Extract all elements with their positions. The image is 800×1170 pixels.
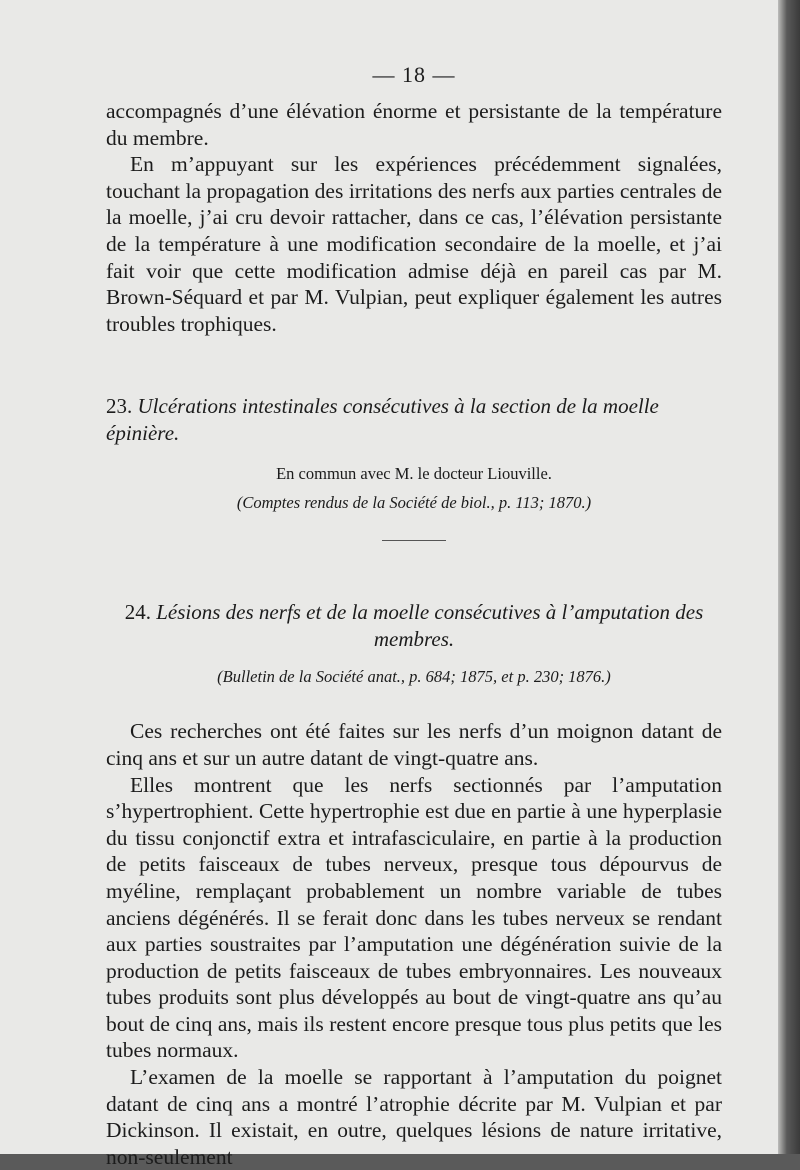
section-coauthor: En commun avec M. le docteur Liouville. [276, 464, 552, 484]
section-divider [382, 540, 446, 541]
page-number: — 18 — [372, 62, 456, 87]
section-23-heading [106, 393, 722, 447]
section-title: Lésions des nerfs et de la moelle consécutives à l’amputation des membres. [156, 600, 704, 652]
section-reference: (Comptes rendus de la Société de biol., p. 113; 1870.) [236, 493, 592, 513]
paragraph: L’examen de la moelle se rapportant à l’amputation du poignet datant de cinq ans a montré l’atrophie décrite par M. Vulpian et par Dickinson. Il existait, en outre, quelques lésions de nature irritative, non-seulement [106, 1065, 722, 1169]
section-reference: (Bulletin de la Société anat., p. 684; 1875, et p. 230; 1876.) [217, 667, 611, 687]
section-24-heading [106, 599, 722, 653]
paragraph: En m’appuyant sur les expériences précédemment signalées, touchant la propagation des irritations des nerfs aux parties centrales de la moelle, j’ai cru devoir rattacher, dans ce cas, l’élévation persistante de la température à une modification secondaire de la moelle, et j’ai fait voir que cette modification admise déjà en pareil cas par M. Brown-Séquard et par M. Vulpian, peut expliquer également les autres troubles trophiques. [106, 152, 722, 336]
page-text [106, 62, 722, 1170]
section-number: 23. [106, 394, 133, 419]
paragraph: Elles montrent que les nerfs sectionnés par l’amputation s’hypertrophient. Cette hypertrophie est due en partie à une hyperplasie du tissu conjonctif extra et intrafasciculaire, en partie à la production de petits faisceaux de tubes nerveux, presque tous dépourvus de myéline, remplaçant probablement un nombre variable de tubes anciens dégénérés. Il se ferait donc dans les tubes nerveux se rendant aux parties soustraites par l’amputation une dégénération suivie de la production de petits faisceaux de tubes embryonnaires. Les nouveaux tubes produits sont plus développés au bout de vingt-quatre ans qu’au bout de cinq ans, mais ils restent encore presque tous plus petits que les tubes normaux. [106, 772, 722, 1063]
book-gutter-shadow [778, 0, 800, 1154]
section-number: 24. [124, 600, 151, 625]
paragraph-continuation: accompagnés d’une élévation énorme et persistante de la température du membre. [106, 99, 722, 150]
section-title: Ulcérations intestinales consécutives à la section de la moelle épinière. [106, 394, 659, 446]
paragraph: Ces recherches ont été faites sur les nerfs d’un moignon datant de cinq ans et sur un autre datant de vingt-quatre ans. [106, 719, 722, 770]
